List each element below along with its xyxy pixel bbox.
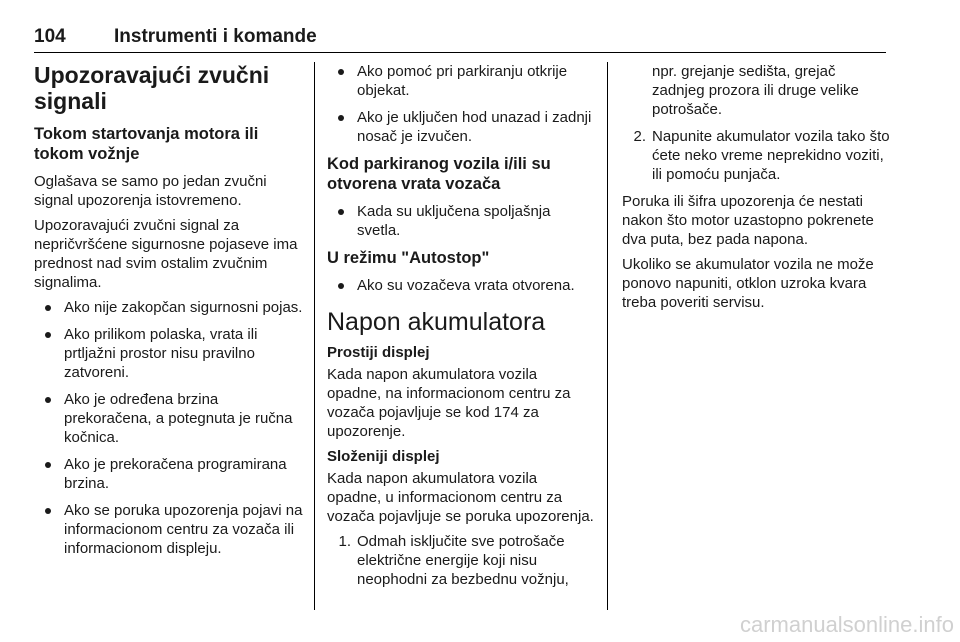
subsection-title: Tokom startovanja motora ili tokom vožnje [34,125,259,163]
page-number: 104 [34,26,66,47]
paragraph: Ukoliko se akumulator vozila ne može ponovo napuniti, otklon uzroka kvara treba poveriti servisu. [622,256,874,311]
page-header [34,26,886,53]
column-2 [327,62,595,597]
step-text: Odmah isključite sve potrošače električne energije koji nisu neophodni za bezbednu vožnju, [357,533,569,588]
bullet-list [327,62,595,146]
running-title: Instrumenti i komande [114,26,317,47]
step-number: 2. [633,128,646,145]
list-item: Ako nije zakopčan sigurnosni pojas. [34,298,309,317]
numbered-list [327,532,595,589]
subheading: Prostiji displej [327,344,430,361]
bullet-list [327,202,595,240]
list-item: Ako pomoć pri parkiranju otkrije objekat. [327,62,595,100]
column-3 [622,62,890,318]
list-item: Ako je određena brzina prekoračena, a potegnuta je ručna kočnica. [34,390,309,447]
section-title: Napon akumulatora [327,308,546,336]
list-item [327,532,595,589]
list-item: Ako je prekoračena programirana brzina. [34,455,309,493]
bullet-list [34,298,309,558]
subheading: Složeniji displej [327,448,440,465]
list-item [622,62,890,119]
step-number: 1. [338,533,351,550]
section-title: Upozoravajući zvučni signali [34,62,270,114]
column-1 [34,62,309,566]
paragraph: Poruka ili šifra upozorenja će nestati nakon što motor uzastopno pokrenete dva puta, bez pada napona. [622,193,874,248]
numbered-list [622,62,890,184]
watermark: carmanualsonline.info [739,612,954,637]
paragraph: Kada napon akumulatora vozila opadne, u informacionom centru za vozača pojavljuje se poruka upozorenja. [327,470,594,525]
paragraph: Oglašava se samo po jedan zvučni signal upozorenja istovremeno. [34,173,267,209]
list-item: Ako se poruka upozorenja pojavi na informacionom centru za vozača ili informacionom displeju. [34,501,309,558]
list-item [622,127,890,184]
list-item: Kada su uključena spoljašnja svetla. [327,202,595,240]
paragraph: Upozoravajući zvučni signal za nepričvršćene sigurnosne pojaseve ima prednost nad svim ostalim zvučnim signalima. [34,217,298,291]
paragraph: Kada napon akumulatora vozila opadne, na informacionom centru za vozača pojavljuje se kod 174 za upozorenje. [327,366,571,440]
list-item: Ako je uključen hod unazad i zadnji nosač je izvučen. [327,108,595,146]
column-divider [314,62,315,610]
column-divider [607,62,608,610]
step-text: Napunite akumulator vozila tako što ćete neko vreme neprekidno voziti, ili pomoću punjača. [652,128,890,183]
list-item: Ako prilikom polaska, vrata ili prtljažni prostor nisu pravilno zatvoreni. [34,325,309,382]
subsection-title: Kod parkiranog vozila i/ili su otvorena vrata vozača [327,155,551,193]
list-item: Ako su vozačeva vrata otvorena. [327,276,595,295]
subsection-title: U režimu "Autostop" [327,249,490,267]
bullet-list [327,276,595,295]
step-text: npr. grejanje sedišta, grejač zadnjeg prozora ili druge velike potrošače. [652,63,859,118]
